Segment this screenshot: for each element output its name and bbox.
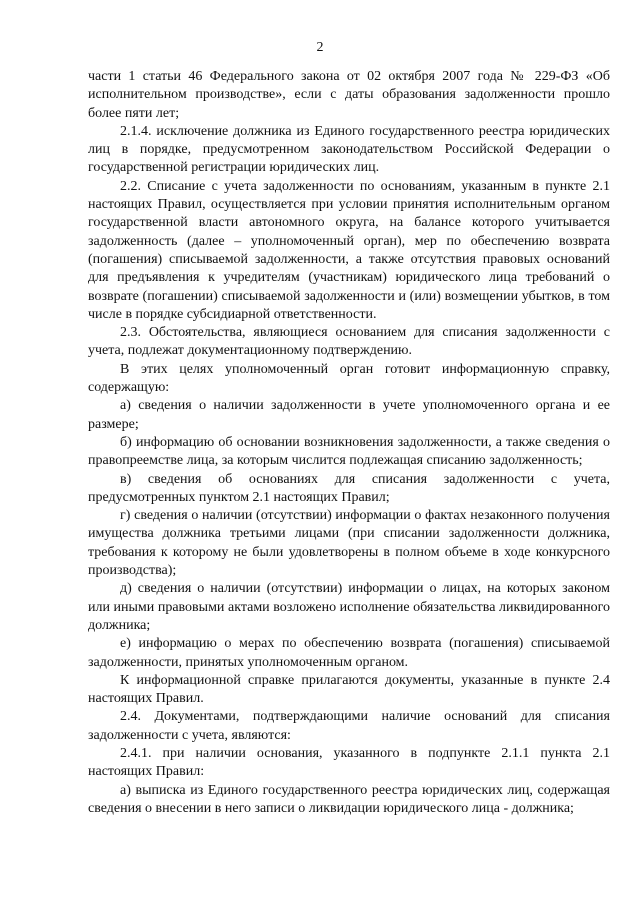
page-number: 2	[316, 40, 324, 55]
list-item-e: е) информацию о мерах по обеспечению возврата (погашения) списываемой задолженности, принятых уполномоченным органом.	[88, 636, 610, 670]
list-item-d: д) сведения о наличии (отсутствии) информации о лицах, на которых законом или иными правовыми актами возложено исполнение обязательства ликвидированного должника;	[88, 581, 610, 633]
document-body	[88, 68, 610, 818]
list-item-g: г) сведения о наличии (отсутствии) информации о фактах незаконного получения имущества должника третьими лицами (при списании задолженности должника, требования к которому не были удовлетворены в полном объеме в ходе конкурсного производства);	[88, 508, 610, 579]
paragraph-attachments: К информационной справке прилагаются документы, указанные в пункте 2.4 настоящих Правил.	[88, 672, 610, 707]
paragraph-2-1-4: 2.1.4. исключение должника из Единого государственного реестра юридических лиц в порядке, предусмотренном законодательством Российской Федерации о государственной регистрации юридических лиц.	[88, 123, 610, 176]
paragraph-2-4-1: 2.4.1. при наличии основания, указанного в подпункте 2.1.1 пункта 2.1 настоящих Правил:	[88, 745, 610, 780]
paragraph-2-3: 2.3. Обстоятельства, являющиеся основанием для списания задолженности с учета, подлежат документационному подтверждению.	[88, 325, 610, 359]
paragraph-spravka: В этих целях уполномоченный орган готовит информационную справку, содержащую:	[88, 361, 610, 396]
paragraph-2-4: 2.4. Документами, подтверждающими наличие оснований для списания задолженности с учета, являются:	[88, 709, 610, 743]
list-item-b: б) информацию об основании возникновения задолженности, а также сведения о правопреемстве лица, за которым числится подлежащая списанию задолженность;	[88, 434, 610, 469]
list-item-2-4-1-a: а) выписка из Единого государственного реестра юридических лиц, содержащая сведения о внесении в него записи о ликвидации юридического лица - должника;	[88, 782, 610, 816]
list-item-a: а) сведения о наличии задолженности в учете уполномоченного органа и ее размере;	[88, 398, 610, 432]
paragraph-continuation: части 1 статьи 46 Федерального закона от 02 октября 2007 года № 229-ФЗ «Об исполнительном производстве», если с даты образования задолженности прошло более пяти лет;	[88, 69, 610, 121]
list-item-v: в) сведения об основаниях для списания задолженности с учета, предусмотренных пунктом 2.1 настоящих Правил;	[88, 471, 610, 505]
paragraph-2-2: 2.2. Списание с учета задолженности по основаниям, указанным в пункте 2.1 настоящих Правил, осуществляется при условии принятия исполнительным органом государственной власти автономного округа, на балансе которого учитывается задолженность (далее – уполномоченный орган), мер по обеспечению возврата (погашения) списываемой задолженности, а также отсутствия правовых оснований для предъявления к учредителям (участникам) юридического лица требований о возврате (погашении) списываемой задолженности и (или) возмещении убытков, в том числе в порядке субсидиарной ответственности.	[88, 178, 610, 322]
